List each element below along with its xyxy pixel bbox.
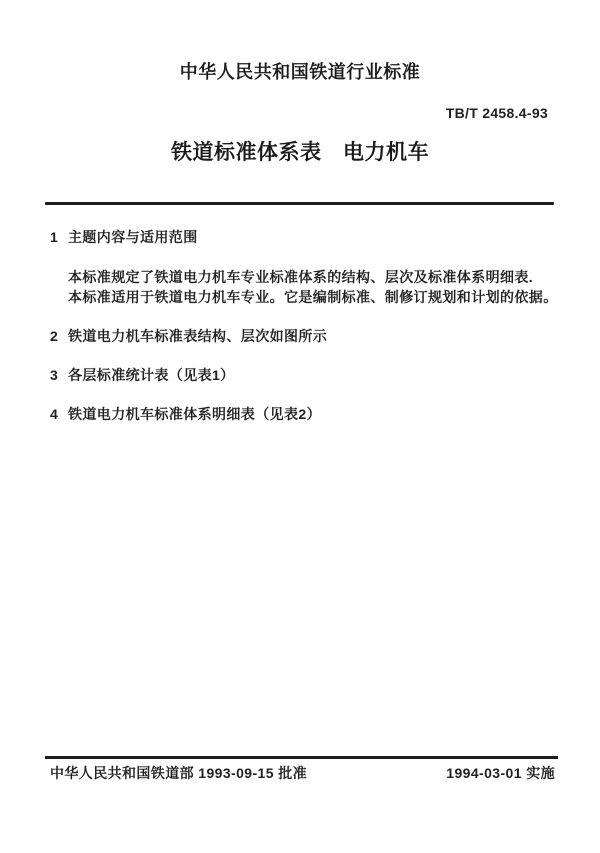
- section-1: [50, 227, 560, 247]
- section-2-heading: 铁道电力机车标准表结构、层次如图所示: [68, 328, 328, 344]
- section-3-number: 3: [50, 367, 59, 383]
- document-footer: [50, 763, 555, 783]
- implementation-info: 1994-03-01 实施: [446, 765, 555, 781]
- section-3: [50, 365, 560, 385]
- section-3-heading: 各层标准统计表（见表1）: [68, 367, 235, 383]
- section-1-number: 1: [50, 229, 59, 245]
- section-2: [50, 326, 560, 346]
- standard-number: TB/T 2458.4-93: [445, 105, 548, 121]
- header-rule: [45, 202, 554, 205]
- section-4: [50, 404, 560, 424]
- footer-rule: [45, 756, 558, 759]
- scope-paragraph-2: 本标准适用于铁道电力机车专业。它是编制标准、制修订规划和计划的依据。: [68, 288, 558, 305]
- standard-category-title: 中华人民共和国铁道行业标准: [179, 62, 421, 82]
- scope-paragraphs: [68, 268, 560, 307]
- scope-paragraph-1: 本标准规定了铁道电力机车专业标准体系的结构、层次及标准体系明细表.: [68, 269, 534, 285]
- approval-info: 中华人民共和国铁道部 1993-09-15 批准: [50, 765, 307, 781]
- section-1-heading: 主题内容与适用范围: [68, 229, 198, 245]
- section-4-heading: 铁道电力机车标准体系明细表（见表2）: [68, 406, 321, 422]
- document-title: 铁道标准体系表 电力机车: [171, 141, 429, 164]
- section-2-number: 2: [50, 328, 59, 344]
- section-4-number: 4: [50, 406, 59, 422]
- document-body: [0, 227, 600, 424]
